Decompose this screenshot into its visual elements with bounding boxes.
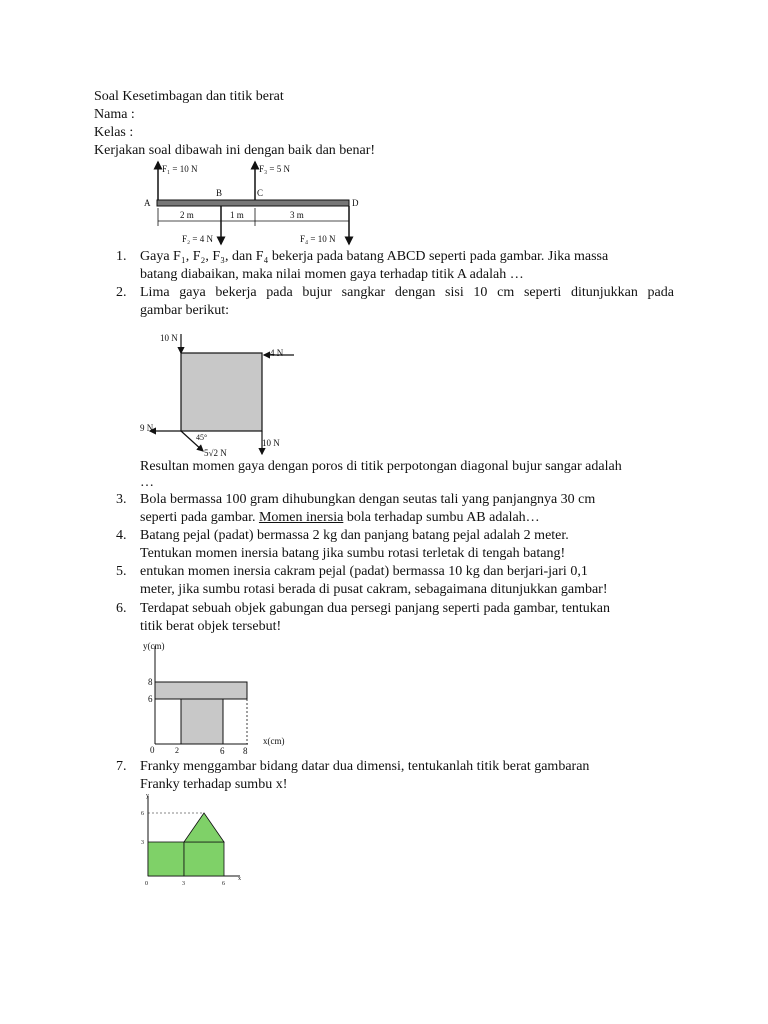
y-tick-3-small: 3 (141, 840, 144, 846)
q5-line2: meter, jika sumbu rotasi berada di pusat cakram, sebagaimana ditunjukkan gambar! (140, 582, 608, 597)
q7-line2: Franky terhadap sumbu x! (140, 777, 288, 792)
q6-line1: Terdapat sebuah objek gabungan dua persegi panjang seperti pada gambar, tentukan (140, 601, 611, 616)
y-tick-8: 8 (148, 677, 153, 687)
top-rectangle (155, 682, 247, 699)
q4-line1: Batang pejal (padat) bermassa 2 kg dan panjang batang pejal adalah 2 meter. (140, 528, 569, 543)
x-axis-letter: x (238, 876, 241, 882)
x-tick-3-small: 3 (182, 881, 185, 887)
x-axis-label: x(cm) (263, 736, 285, 746)
force-label-left: 9 N (140, 423, 154, 433)
force-label-f1: F₁ = 10 N (162, 164, 198, 174)
force-label-bottom: 10 N (262, 438, 280, 448)
q5-line1: entukan momen inersia cakram pejal (padat) bermassa 10 kg dan berjari-jari 0,1 (140, 564, 588, 579)
composite-figure (140, 636, 300, 756)
angle-label: 45° (196, 433, 208, 442)
left-square (148, 842, 184, 876)
q1-line2: batang diabaikan, maka nilai momen gaya terhadap titik A adalah … (140, 267, 524, 282)
bottom-rectangle (181, 699, 223, 744)
x-tick-6-small: 6 (222, 881, 225, 887)
q2-line2: gambar berikut: (140, 303, 230, 318)
dimension-bc: 1 m (230, 210, 244, 220)
q4-line2: Tentukan momen inersia batang jika sumbu rotasi terletak di tengah batang! (140, 546, 566, 561)
beam (157, 200, 349, 206)
point-b-label: B (216, 188, 223, 198)
q1-number: 1. (116, 249, 127, 264)
origin-label: 0 (150, 745, 155, 755)
q3-line2 (140, 509, 540, 527)
dimension-cd: 3 m (290, 210, 304, 220)
worksheet-title: Soal Kesetimbagan dan titik berat (94, 89, 284, 104)
q7-line1: Franky menggambar bidang datar dua dimensi, tentukanlah titik berat gambaran (140, 759, 590, 774)
q3-line1: Bola bermassa 100 gram dihubungkan dengan seutas tali yang panjangnya 30 cm (140, 492, 596, 507)
q1-line1: Gaya F₁, F₂, F₃, dan F₄ bekerja pada batang ABCD seperti pada gambar. Jika massa (140, 249, 609, 264)
x-tick-2: 2 (175, 746, 179, 755)
force-label-f3: F₃ = 5 N (259, 164, 290, 174)
q7-number: 7. (116, 759, 127, 774)
instruction: Kerjakan soal dibawah ini dengan baik dan benar! (94, 143, 376, 158)
square-figure (138, 328, 298, 460)
force-label-f4: F₄ = 10 N (300, 234, 336, 244)
y-axis-letter: y (146, 793, 149, 799)
y-tick-6-small: 6 (141, 811, 144, 817)
force-label-top: 10 N (160, 333, 178, 343)
name-label: Nama : (94, 107, 135, 122)
q3-number: 3. (116, 492, 127, 507)
origin-small: 0 (145, 881, 148, 887)
q6-number: 6. (116, 601, 127, 616)
q2-after-line2: … (140, 475, 154, 490)
right-square (184, 842, 224, 876)
point-d-label: D (352, 198, 359, 208)
beam-figure (140, 156, 370, 248)
y-tick-6: 6 (148, 694, 153, 704)
dimension-ab: 2 m (180, 210, 194, 220)
point-c-label: C (257, 188, 264, 198)
q3-line2-start: seperti pada gambar. (140, 510, 259, 525)
q5-number: 5. (116, 564, 127, 579)
square (181, 353, 262, 431)
q3-line2-end: bola terhadap sumbu AB adalah… (343, 510, 540, 525)
y-axis-label: y(cm) (143, 641, 165, 651)
force-label-diagonal: 5√2 N (204, 448, 227, 458)
roof-triangle (184, 813, 224, 842)
force-label-f2: F₂ = 4 N (182, 234, 213, 244)
force-label-right: 4 N (270, 348, 284, 358)
house-figure (138, 792, 248, 888)
q3-underlined-term: Momen inersia (258, 510, 344, 525)
point-a-label: A (144, 198, 151, 208)
x-tick-8: 8 (243, 746, 248, 756)
q2-line1: Lima gaya bekerja pada bujur sangkar dengan sisi 10 cm seperti ditunjukkan pada (140, 285, 674, 300)
q2-number: 2. (116, 285, 127, 300)
q2-after-line1: Resultan momen gaya dengan poros di titik perpotongan diagonal bujur sangar adalah (140, 459, 622, 474)
q4-number: 4. (116, 528, 127, 543)
class-label: Kelas : (94, 125, 134, 140)
x-tick-6: 6 (220, 746, 225, 756)
q6-line2: titik berat objek tersebut! (140, 619, 282, 634)
